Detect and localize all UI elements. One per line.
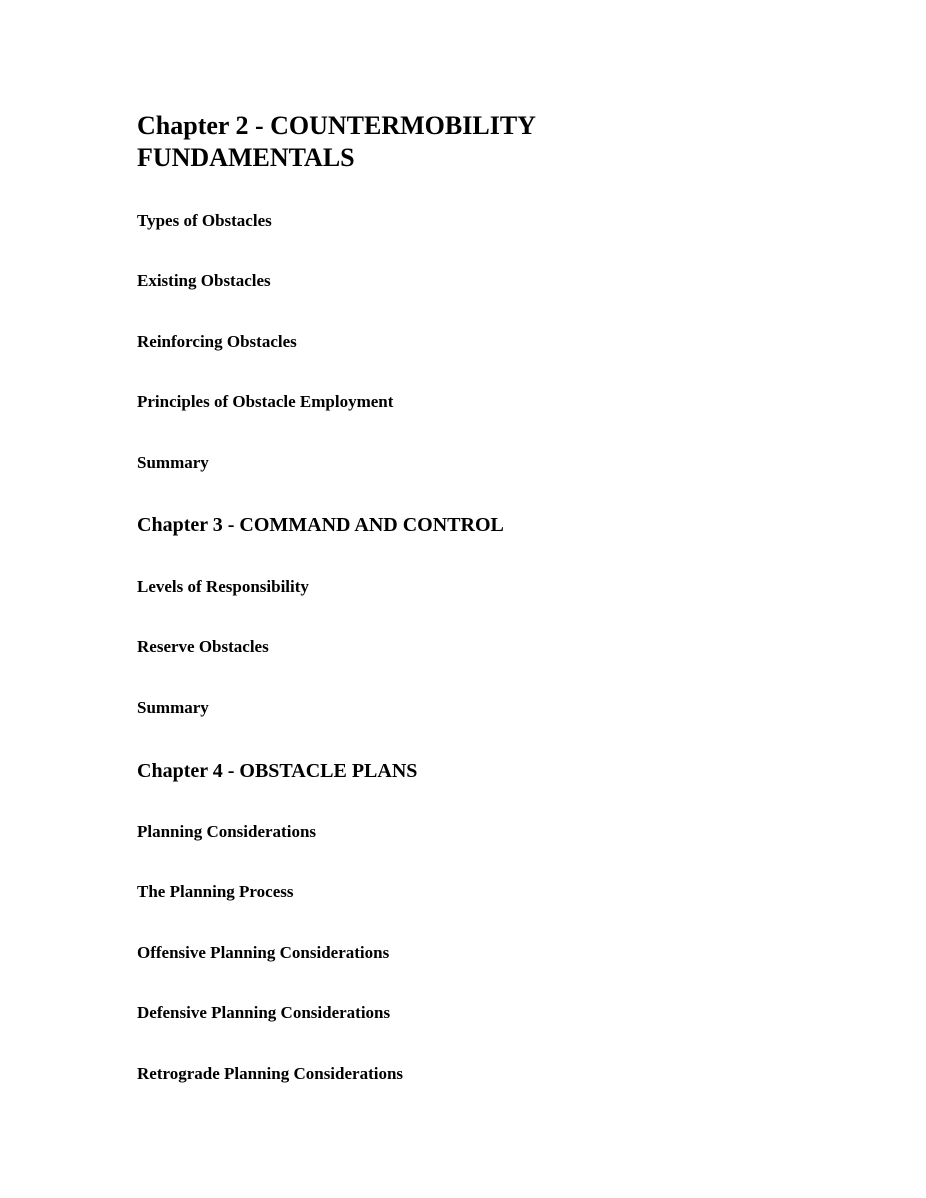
toc-link-reinforcing-obstacles[interactable]: Reinforcing Obstacles — [137, 332, 297, 351]
toc-link-types-of-obstacles[interactable]: Types of Obstacles — [137, 211, 272, 230]
chapter-2-title-line-2: FUNDAMENTALS — [137, 143, 355, 172]
chapter-4-title[interactable]: Chapter 4 - OBSTACLE PLANS — [137, 760, 418, 782]
chapter-2-title-line-1: Chapter 2 - COUNTERMOBILITY — [137, 111, 536, 140]
toc-link-retrograde-planning-considerations[interactable]: Retrograde Planning Considerations — [137, 1064, 404, 1083]
chapter-2-title[interactable] — [137, 110, 737, 174]
toc-link-defensive-planning-considerations[interactable]: Defensive Planning Considerations — [137, 1003, 391, 1022]
toc-link-chapter-2-summary[interactable]: Summary — [137, 453, 209, 472]
toc-link-levels-of-responsibility[interactable]: Levels of Responsibility — [137, 577, 309, 596]
toc-link-planning-considerations[interactable]: Planning Considerations — [137, 822, 317, 841]
toc-link-existing-obstacles[interactable]: Existing Obstacles — [137, 271, 271, 290]
toc-link-offensive-planning-considerations[interactable]: Offensive Planning Considerations — [137, 943, 390, 962]
toc-link-principles-of-obstacle-employment[interactable]: Principles of Obstacle Employment — [137, 392, 394, 411]
toc-link-the-planning-process[interactable]: The Planning Process — [137, 882, 294, 901]
chapter-3-title[interactable]: Chapter 3 - COMMAND AND CONTROL — [137, 514, 504, 536]
toc-link-chapter-3-summary[interactable]: Summary — [137, 698, 209, 717]
toc-link-reserve-obstacles[interactable]: Reserve Obstacles — [137, 637, 269, 656]
